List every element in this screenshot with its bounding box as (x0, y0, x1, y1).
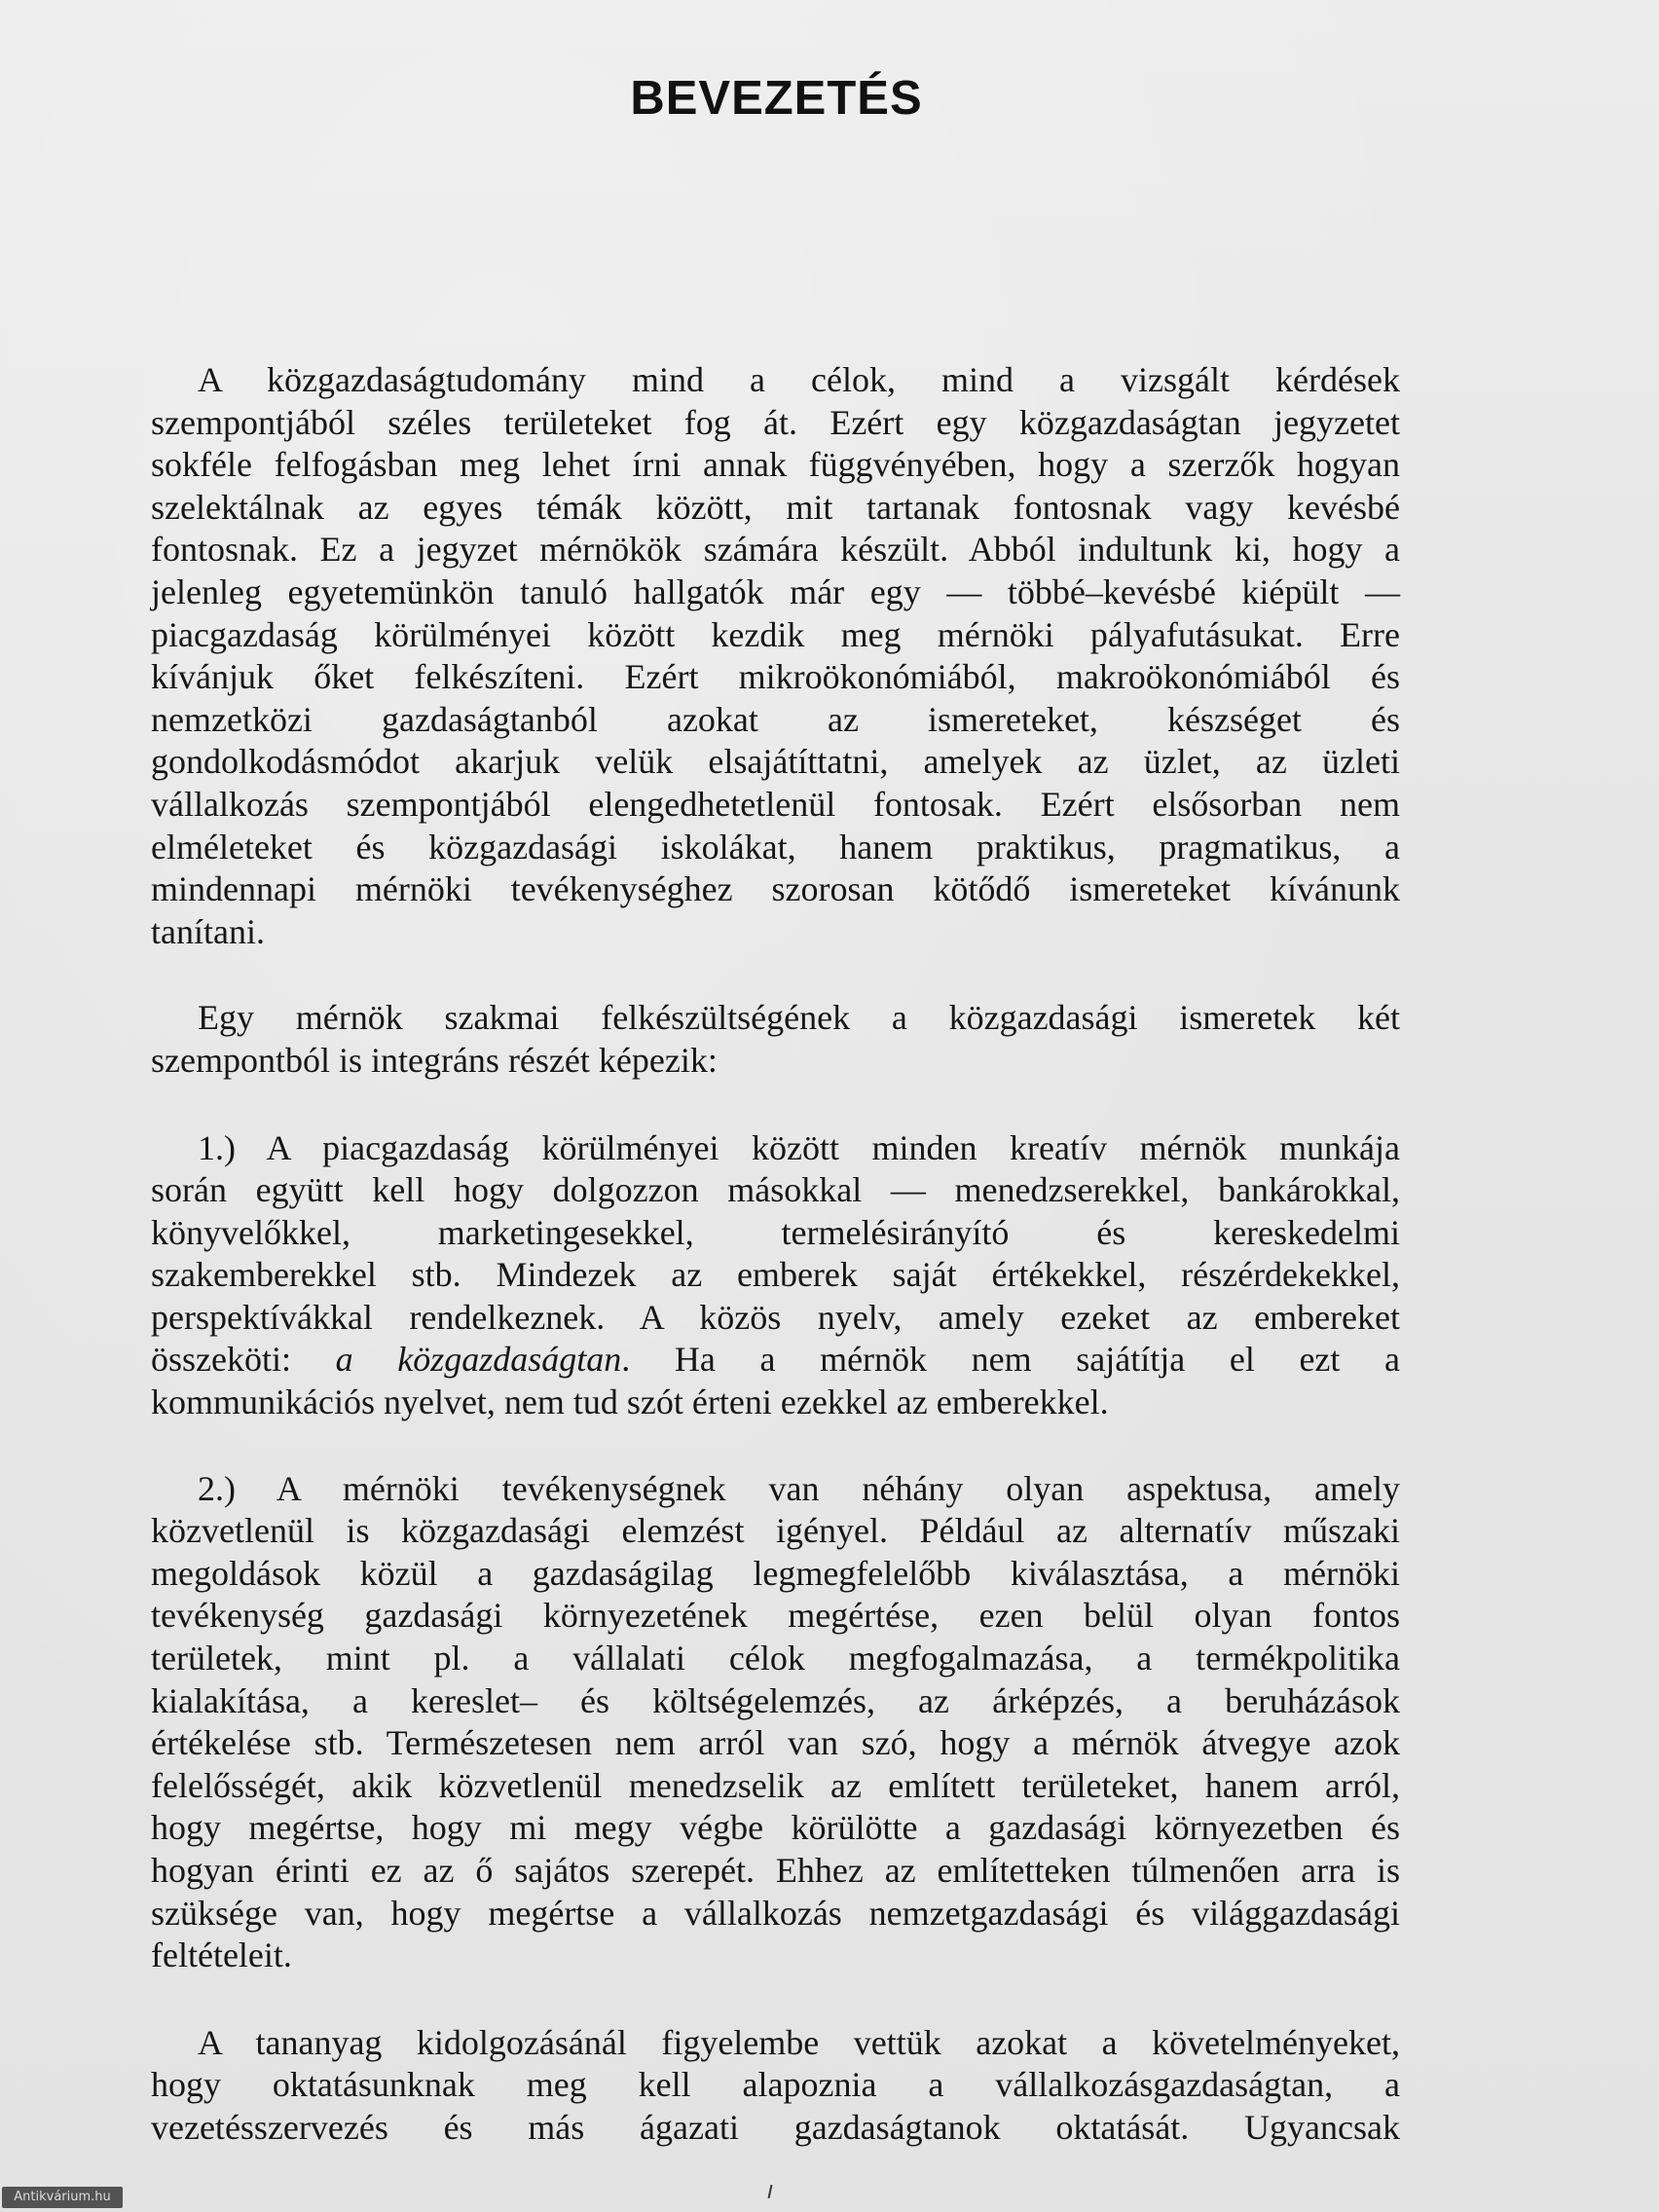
body-text (151, 359, 1400, 2150)
text-line: hogy megértse, hogy mi megy végbe körülötte a gazdasági környezetben és (151, 1808, 1400, 1848)
text-line: kommunikációs nyelvet, nem tud szót érteni ezekkel az emberekkel. (151, 1382, 1109, 1422)
text-line: fontosnak. Ez a jegyzet mérnökök számára készült. Abból indultunk ki, hogy a (151, 530, 1400, 570)
text-line: vállalkozás szempontjából elengedhetetlenül fontosak. Ezért elsősorban nem (151, 784, 1400, 824)
text-line: A tananyag kidolgozásánál figyelembe vettük azokat a követelményeket, (198, 2022, 1400, 2062)
text-line: szempontból is integráns részét képezik: (151, 1040, 718, 1080)
text-line: hogyan érinti ez az ő sajátos szerepét. Ehhez az említetteken túlmenően arra is (151, 1851, 1400, 1890)
text-line: Egy mérnök szakmai felkészültségének a közgazdasági ismeretek két (198, 998, 1400, 1038)
paragraph-2 (151, 997, 1400, 1082)
page-mark (768, 2185, 773, 2198)
text-line: feltételeit. (151, 1936, 292, 1975)
text-segment: összeköti: (151, 1340, 336, 1380)
text-line: kialakítása, a kereslet– és költségelemzés, az árképzés, a beruházások (151, 1680, 1400, 1720)
text-line: A közgazdaságtudomány mind a célok, mind a vizsgált kérdések (198, 360, 1400, 399)
text-line: közvetlenül is közgazdasági elemzést igényel. Például az alternatív műszaki (151, 1511, 1400, 1551)
text-line-with-emphasis (151, 1339, 1400, 1382)
text-line: szakemberekkel stb. Mindezek az emberek saját értékekkel, részérdekekkel, (151, 1255, 1400, 1295)
text-line: tevékenység gazdasági környezetének megértése, ezen belül olyan fontos (151, 1596, 1400, 1636)
text-line: szüksége van, hogy megértse a vállalkozás nemzetgazdasági és világgazdasági (151, 1893, 1400, 1933)
text-segment: . Ha a mérnök nem sajátítja el ezt a (621, 1340, 1401, 1380)
text-line: kívánjuk őket felkészíteni. Ezért mikroökonómiából, makroökonómiából és (151, 657, 1400, 697)
text-line: elméleteket és közgazdasági iskolákat, hanem praktikus, pragmatikus, a (151, 827, 1400, 866)
text-line: mindennapi mérnöki tevékenységhez szorosan kötődő ismereteket kívánunk (151, 869, 1400, 909)
text-line: szelektálnak az egyes témák között, mit tartanak fontosnak vagy kevésbé (151, 487, 1400, 527)
text-line: területek, mint pl. a vállalati célok megfogalmazása, a termékpolitika (151, 1639, 1400, 1678)
text-line: hogy oktatásunknak meg kell alapoznia a vállalkozásgazdaságtan, a (151, 2065, 1400, 2105)
text-line: perspektívákkal rendelkeznek. A közös nyelv, amely ezeket az embereket (151, 1297, 1400, 1337)
paragraph-5 (151, 2022, 1400, 2150)
text-line: 2.) A mérnöki tevékenységnek van néhány olyan aspektusa, amely (198, 1468, 1400, 1508)
text-line: sokféle felfogásban meg lehet írni annak függvényében, hogy a szerzők hogyan (151, 445, 1400, 485)
text-line: jelenleg egyetemünkön tanuló hallgatók már egy — többé–kevésbé kiépült — (151, 571, 1400, 611)
text-line: során együtt kell hogy dolgozzon másokkal — menedzserekkel, bankárokkal, (151, 1170, 1400, 1210)
page-title: BEVEZETÉS (630, 71, 923, 125)
text-line: felelősségét, akik közvetlenül menedzselik az említett területeket, hanem arról, (151, 1765, 1400, 1805)
text-line: szempontjából széles területeket fog át. Ezért egy közgazdaságtan jegyzetet (151, 402, 1400, 442)
text-line: tanítani. (151, 911, 265, 951)
paragraph-4 (151, 1468, 1400, 1977)
text-line: nemzetközi gazdaságtanból azokat az ismereteket, készséget és (151, 699, 1400, 739)
text-line: értékelése stb. Természetesen nem arról van szó, hogy a mérnök átvegye azok (151, 1723, 1400, 1763)
text-line: 1.) A piacgazdaság körülményei között minden kreatív mérnök munkája (198, 1127, 1400, 1167)
watermark-label: Antikvárium.hu (2, 2187, 123, 2208)
text-line: piacgazdaság körülményei között kezdik meg mérnöki pályafutásukat. Erre (151, 614, 1400, 654)
text-line: gondolkodásmódot akarjuk velük elsajátíttatni, amelyek az üzlet, az üzleti (151, 742, 1400, 782)
emphasized-term: a közgazdaságtan (335, 1340, 622, 1380)
text-line: vezetésszervezés és más ágazati gazdaságtanok oktatását. Ugyancsak (151, 2107, 1400, 2147)
text-line: könyvelőkkel, marketingesekkel, termelésirányító és kereskedelmi (151, 1212, 1400, 1252)
paragraph-3 (151, 1127, 1400, 1424)
paragraph-1 (151, 359, 1400, 953)
text-line: megoldások közül a gazdaságilag legmegfelelőbb kiválasztása, a mérnöki (151, 1553, 1400, 1593)
